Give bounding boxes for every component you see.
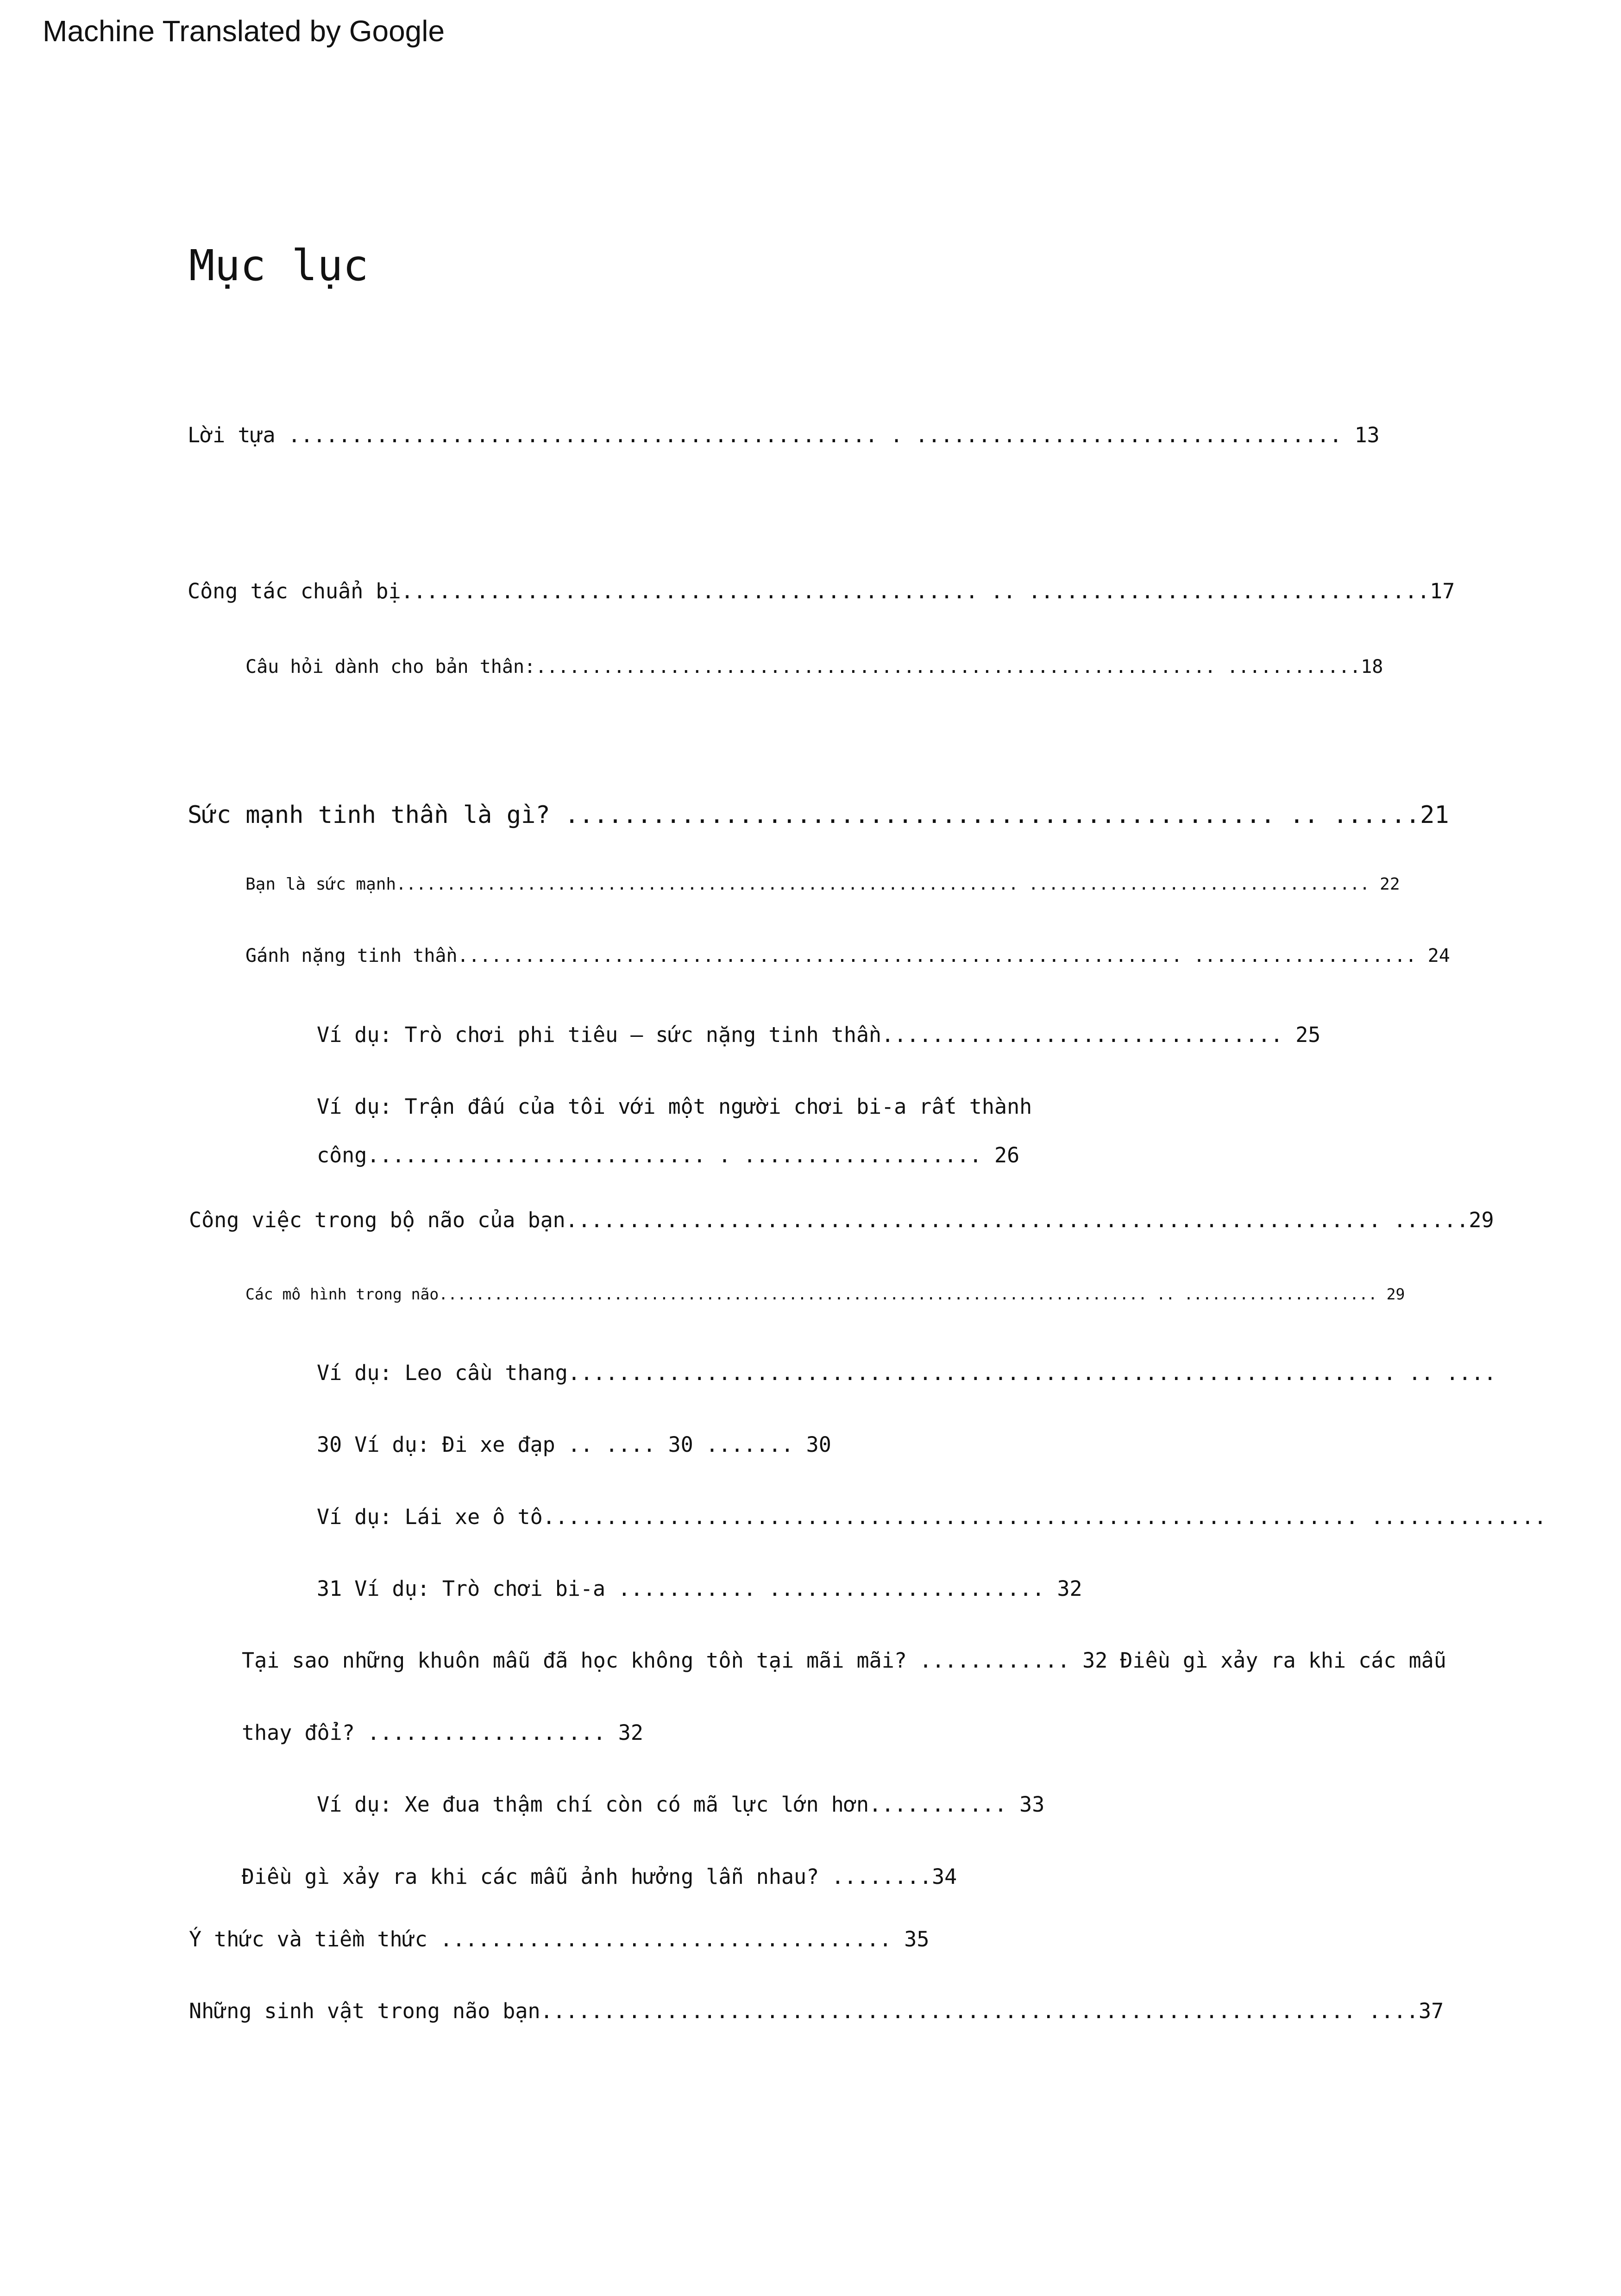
toc-entry-conscious-subconscious[interactable]: Ý thức và tiềm thức .................................... 35 [189,1927,930,1951]
toc-entry-example-billiards[interactable]: 31 Ví dụ: Trò chơi bi-a ........... ...................... 32 [317,1576,1082,1601]
toc-entry-self-questions[interactable]: Câu hỏi dành cho bản thân:............................................................. ............18 [245,656,1383,678]
toc-entry-work-in-brain[interactable]: Công việc trong bộ não của bạn................................................................. ......29 [189,1208,1494,1232]
toc-entry-brain-models[interactable]: Các mô hình trong não............................................................................. .. ..................... 29 [245,1285,1405,1303]
toc-entry-example-darts[interactable]: Ví dụ: Trò chơi phi tiêu – sức nặng tinh thần................................ 25 [317,1023,1321,1047]
toc-entry-patterns-change[interactable]: thay đổi? ................... 32 [242,1720,643,1745]
toc-entry-preface[interactable]: Lời tựa ............................................... . .................................. 13 [188,423,1380,447]
toc-entry-learned-patterns[interactable]: Tại sao những khuôn mẫu đã học không tồn tại mãi mãi? ............ 32 Điều gì xảy ra khi các mẫu [242,1648,1446,1673]
toc-entry-mental-burden[interactable]: Gánh nặng tinh thần................................................................. .................... 24 [245,945,1450,966]
toc-entry-example-racecar[interactable]: Ví dụ: Xe đua thậm chí còn có mã lực lớn hơn........... 33 [317,1792,1045,1817]
toc-entry-you-are-strength[interactable]: Bạn là sức mạnh.............................................................. .................................. 22 [245,875,1400,894]
page-title: Mục lục [189,241,369,290]
toc-entry-example-driving[interactable]: Ví dụ: Lái xe ô tô................................................................. .............. [317,1505,1547,1529]
toc-entry-preparation[interactable]: Công tác chuẩn bị.............................................. .. ................................17 [188,579,1455,603]
toc-entry-patterns-influence[interactable]: Điều gì xảy ra khi các mẫu ảnh hưởng lẫn nhau? ........34 [242,1864,957,1889]
toc-entry-mental-strength[interactable]: Sức mạnh tinh thần là gì? ................................................. .. ......21 [188,801,1449,829]
toc-entry-example-stairs[interactable]: Ví dụ: Leo cầu thang.................................................................. .. .... [317,1361,1496,1385]
toc-entry-example-bicycle[interactable]: 30 Ví dụ: Đi xe đạp .. .... 30 ....... 30 [317,1432,831,1457]
machine-translation-banner: Machine Translated by Google [43,14,445,48]
toc-entry-example-billiards-match[interactable]: Ví dụ: Trận đấu của tôi với một người chơi bi-a rất thành [317,1094,1032,1119]
toc-entry-example-billiards-match-cont[interactable]: công........................... . ................... 26 [317,1143,1020,1167]
toc-entry-creatures-in-brain[interactable]: Những sinh vật trong não bạn................................................................. ....37 [189,1999,1444,2023]
